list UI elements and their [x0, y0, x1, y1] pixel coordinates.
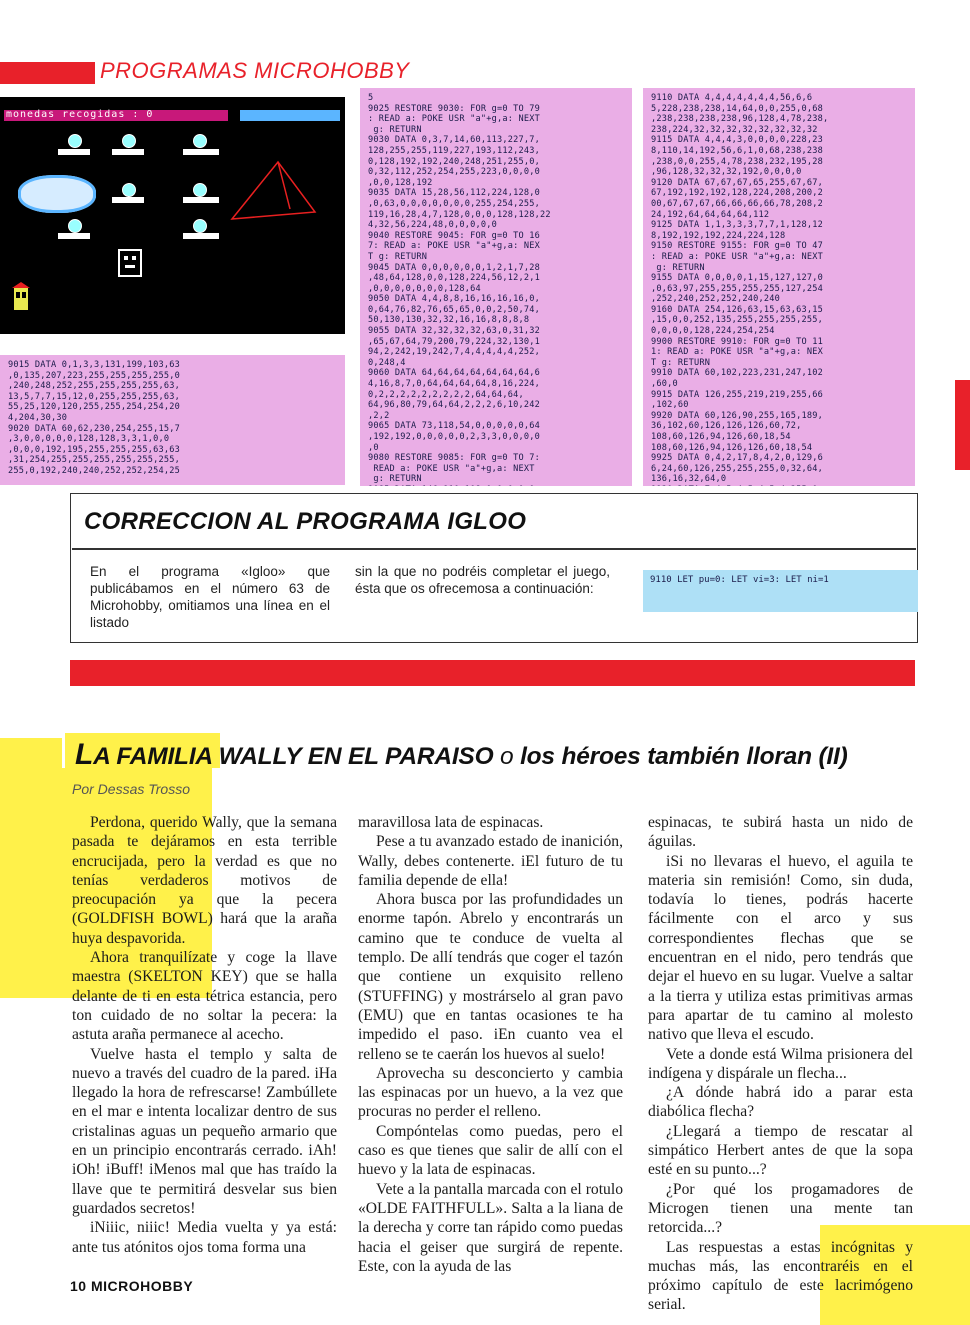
paragraph: ¿Llegará a tiempo de rescatar al simpático Herbert antes de que la sopa esté en su punto...? — [648, 1122, 913, 1179]
title-connector: o — [493, 743, 521, 770]
article-col-1 — [72, 813, 337, 1257]
edge-tab — [955, 380, 970, 470]
correction-text-col2: sin la que no podréis completar el juego, ésta que os ofrecemosa a continuación: — [355, 564, 610, 596]
paragraph: Perdona, querido Wally, que la semana pasada te dejáramos en esta terrible encrucijada, pero la verdad es que no tenías verdaderos motivos de preocupación ya que la pecera (GOLDFISH BOWL) hará que la araña huya despavorida. — [72, 814, 337, 947]
paragraph: Ahora tranquilízate y coge la llave maestra (SKELTON KEY) que se halla delante de ti en esta tétrica estancia, pero ton cuidado de no soltar la pecera: la astuta araña permanece al acecho. — [72, 949, 337, 1044]
correction-text-col1: En el programa «Igloo» que publicábamos en el número 63 de Microhobby, omitiamos una línea en el listado — [90, 564, 330, 630]
article-col-3 — [648, 813, 913, 1315]
ledge-platform — [183, 149, 219, 155]
article-title — [75, 738, 848, 772]
listing-right: 9110 DATA 4,4,4,4,4,4,4,56,6,6 5,228,238,238,14,64,0,0,255,0,68 ,238,238,238,238,96,128,4,78,238, 238,224,32,32,32,32,32,32,32,32 9115 DATA 4,4,4,3,0,0,0,0,228,23 8,110,14,192,56,6,1,0,68,238,238 ,238,0,0,255,4,78,238,232,195,28 ,96,128,32,32,32,192,0,0,0,0 9120 DATA 67,67,67,65,255,67,67, 67,192,192,192,128,224,208,200,2 00,67,67,67,66,66,66,66,78,208,2 24,192,64,64,64,64,112 9125 DATA 1,1,3,3,3,7,7,1,128,12 8,192,192,192,224,224,128 9150 RESTORE 9155: FOR g=0 TO 47 : READ a: POKE USR "a"+g,a: NEXT g: RETURN 9155 DATA 0,0,0,0,1,15,127,127,0 ,0,63,97,255,255,255,255,127,254 ,252,240,252,252,240,240 9160 DATA 254,126,63,15,63,63,15 ,15,0,0,252,135,255,255,255,255, 0,0,0,0,128,224,254,254 9900 RESTORE 9910: FOR g=0 TO 11 1: READ a: POKE USR "a"+g,a: NEX T g: RETURN 9910 DATA 60,102,223,231,247,102 ,60,0 9915 DATA 126,255,219,219,255,66 ,102,60 9920 DATA 60,126,90,255,165,189, 36,102,60,126,126,126,60,72, 108,60,126,94,126,60,18,54 108,60,126,94,126,126,60,18,54 9925 DATA 0,4,2,17,8,4,2,0,129,6 6,24,60,126,255,255,255,0,32,64, 136,16,32,64,0 — [643, 88, 915, 486]
hud-indicator — [240, 110, 340, 121]
ledge-platform — [183, 233, 219, 239]
pyramid-icon — [220, 157, 320, 227]
paragraph: Vete a donde está Wilma prisionera del indígena y dispárale un flecha... — [648, 1045, 913, 1082]
wally-character-icon — [113, 247, 149, 281]
listing-middle: 5 9025 RESTORE 9030: FOR g=0 TO 79 : READ a: POKE USR "a"+g,a: NEXT g: RETURN 9030 DATA 0,3,7,14,60,113,227,7, 128,255,255,119,227,193,112,243, 0,128,192,192,240,248,251,255,0, 0,32,112,252,254,255,223,0,0,0,0 ,0,0,128,192 9035 DATA 15,28,56,112,224,128,0 ,0,63,0,0,0,0,0,0,0,255,254,255, 119,16,28,4,7,128,0,0,0,128,128,22 4,32,56,224,48,0,0,0,0,0 9040 RESTORE 9045: FOR g=0 TO 16 7: READ a: POKE USR "a"+g,a: NEX T g: RETURN 9045 DATA 0,0,0,0,0,0,1,2,1,7,28 ,48,64,128,0,0,128,224,56,12,2,1 ,0,0,0,0,0,0,0,128,64 9050 DATA 4,4,8,8,16,16,16,16,0, 0,64,76,82,76,65,65,0,0,2,50,74, 50,130,130,32,32,16,16,8,8,8,8 9055 DATA 32,32,32,32,63,0,31,32 ,65,67,64,79,200,79,224,32,130,1 94,2,242,19,242,7,4,4,4,4,4,252, 0,248,4 9060 DATA 64,64,64,64,64,64,64,6 4,16,8,7,0,64,64,64,64,8,16,224, 0,2,2,2,2,2,2,2,2,2,64,64,64, 64,96,80,79,64,64,2,2,2,6,10,242 ,2,2 9065 DATA 73,118,54,0,0,0,0,0,64 ,192,192,0,0,0,0,0,2,3,3,0,0,0,0 ,0 9080 RESTORE 9085: FOR g=0 TO 7: READ a: POKE USR "a"+g,a: NEXT g: RETURN — [360, 88, 632, 486]
correction-title: CORRECCION AL PROGRAMA IGLOO — [84, 508, 527, 535]
coin-icon — [193, 183, 207, 197]
coin-icon — [122, 183, 136, 197]
paragraph: Pese a tu avanzado estado de inanición, Wally, debes contenerte. iEl futuro de tu familia depende de ella! — [358, 833, 623, 889]
paragraph: Aprovecha su desconcierto y cambia las espinacas por un huevo, a la vez que procuras no perder el relleno. — [358, 1064, 623, 1121]
paragraph: Compóntelas como puedas, pero el caso es que tienes que salir de allí con el huevo y la lata de espinacas. — [358, 1122, 623, 1179]
correction-divider — [72, 548, 916, 550]
tower-icon — [6, 282, 36, 312]
hud-label: monedas recogidas : 0 — [6, 109, 154, 120]
section-title: PROGRAMAS MICROHOBBY — [100, 58, 410, 83]
paragraph: espinacas, te subirá hasta un nido de águilas. — [648, 814, 913, 851]
cloud-platform — [18, 175, 96, 213]
paragraph: Vete a la pantalla marcada con el rotulo «OLDE FAITHFULL». Salta a la liana de la derecha y corre tan rápido como puedas hacia el geiser que surgirá de repente. Este, con la ayuda de las — [358, 1180, 623, 1275]
header-red-bar — [0, 62, 95, 84]
paragraph: iSi no llevaras el huevo, el aguila te materia sin remisión! Como, sin duda, todavía lo tienes, podrás hacerte fácilmente con el arco y sus correspondientes flechas que se encuentran en el nido, pero tendrás que dejar el huevo en su lugar. Vuelve a saltar a la tierra y utiliza estas primitivas armas para apartar de tu camino al molesto nativo que lleva el escudo. — [648, 852, 913, 1044]
paragraph: Ahora busca por las profundidades un enorme tapón. Abrelo y encontrarás un camino que te conduce de vuelta al templo. De allí tendrás que coger el tazón que contiene un exquisito relleno (STUFFING) y mostrárselo al gran pavo (EMU) que en tantas ocasiones te ha impedido el paso. iEn cuanto vea el relleno se te caerán los huevos al suelo! — [358, 891, 623, 1063]
ledge-platform — [112, 149, 144, 155]
title-initial: L — [75, 738, 94, 771]
coin-icon — [193, 219, 207, 233]
byline: Por Dessas Trosso — [72, 781, 190, 797]
title-rest: los héroes también lloran (II) — [520, 743, 848, 770]
coin-icon — [68, 219, 82, 233]
paragraph: iNiiic, niiic! Media vuelta y ya está: ante tus atónitos ojos toma forma una — [72, 1219, 337, 1256]
ledge-platform — [58, 149, 90, 155]
title-main: A FAMILIA WALLY EN EL PARAISO — [93, 743, 494, 770]
coin-icon — [68, 134, 82, 148]
coin-icon — [122, 134, 136, 148]
page-footer: 10 MICROHOBBY — [70, 1278, 194, 1294]
paragraph: maravillosa lata de espinacas. — [358, 814, 544, 831]
ledge-platform — [58, 233, 90, 239]
correction-code: 9110 LET pu=0: LET vi=3: LET ni=1 — [650, 575, 829, 585]
paragraph: Las respuestas a estas incógnitas y muchas más, las encontraréis en el próximo capítulo de este lacrimógeno serial. — [648, 1238, 913, 1314]
listing-bottom-left: 9015 DATA 0,1,3,3,131,199,103,63 ,0,135,207,223,255,255,255,255,0 ,240,248,252,255,255,255,255,63, 13,5,7,7,15,12,0,255,255,255,63, 55,25,120,120,255,255,254,254,20 4,204,30,30 9020 DATA 60,62,230,254,255,15,7 ,3,0,0,0,0,0,128,128,3,3,1,0,0 ,0,0,0,192,195,255,255,255,63,63 ,31,254,255,255,255,255,255,255, 255,0,192,240,240,252,252,254,25 — [0, 355, 345, 485]
coin-icon — [193, 134, 207, 148]
ledge-platform — [112, 197, 144, 203]
article-col-2 — [358, 813, 623, 1276]
paragraph: ¿A dónde habrá ido a parar esta diabólica flecha? — [648, 1084, 913, 1121]
yellow-accent-left — [0, 738, 62, 998]
red-separator-band — [70, 660, 915, 686]
ledge-platform — [183, 197, 219, 203]
game-screenshot — [0, 97, 345, 334]
paragraph: Vuelve hasta el templo y salta de nuevo a través del cuadro de la pared. iHa llegado la hora de refrescarse! Zambúllete en el mar e intenta localizar dentro de sus cristalinas aguas un pequeño armario que en un principio encontrarás cerrado. iAh! iOh! iBuff! iMenos mal que has traído la llave que te permitirá desvelar sus bien guardados secretos! — [72, 1045, 337, 1217]
paragraph: ¿Por qué los progamadores de Microgen tienen una mente tan retorcida...? — [648, 1180, 913, 1237]
